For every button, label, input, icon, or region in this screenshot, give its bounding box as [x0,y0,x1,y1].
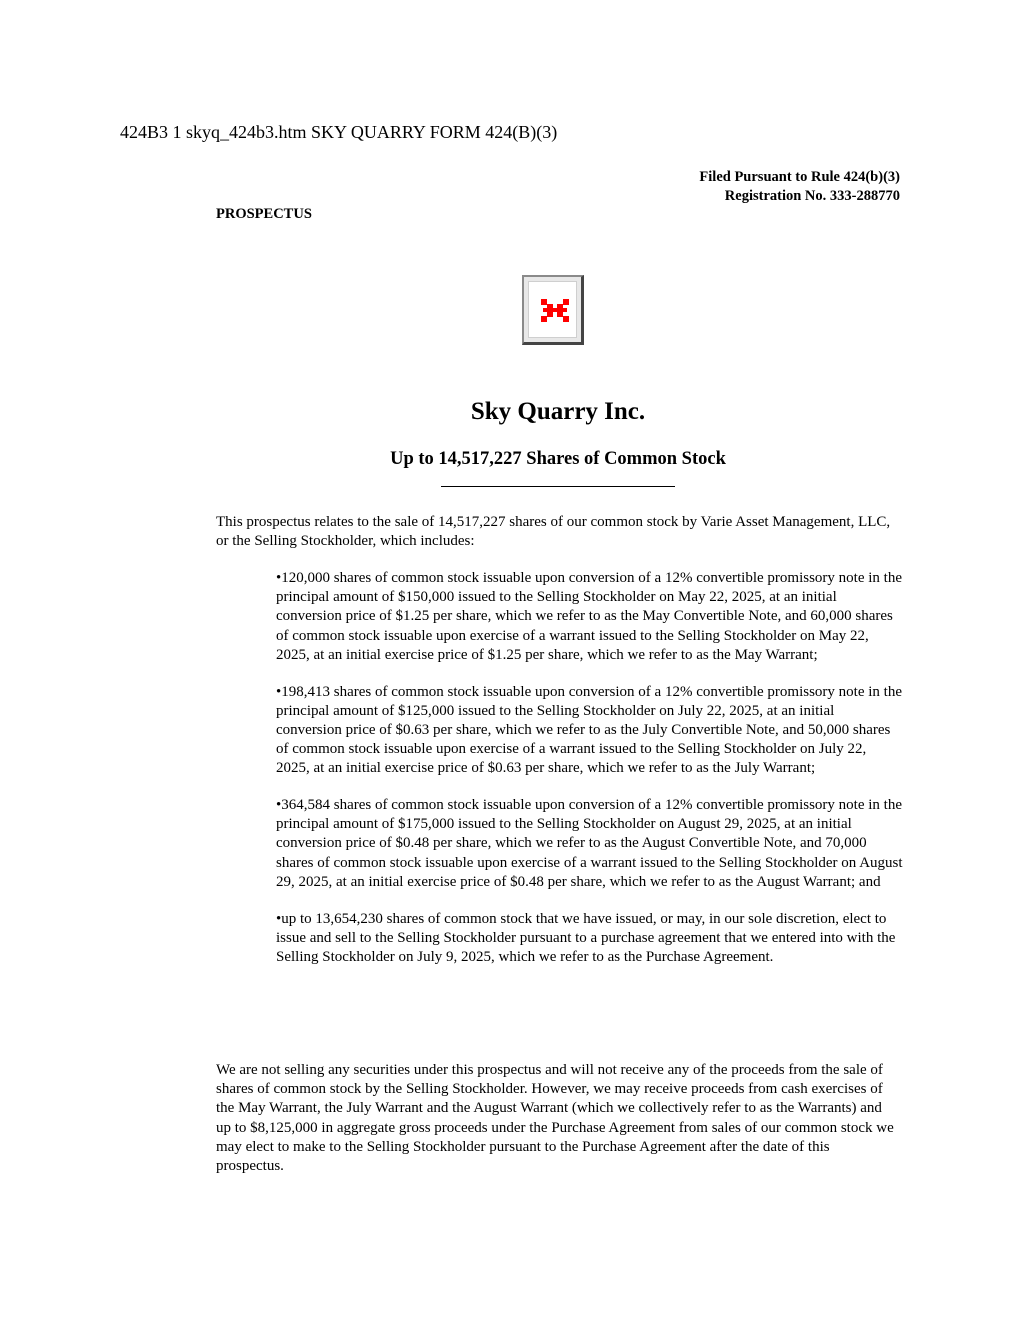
list-item [276,796,903,892]
list-item-text: 198,413 shares of common stock issuable upon conversion of a 12% convertible promissory note in the principal amount of $125,000 issued to the Selling Stockholder on July 22, 2025, at an initial conversion price of $0.63 per share, which we refer to as the July Convertible Note, and 50,000 shares of common stock issuable upon exercise of a warrant issued to the Selling Stockholder on July 22, 2025, at an initial exercise price of $0.63 per share, which we refer to as the July Warrant; [276,683,902,777]
bullet-marker: • [276,570,282,586]
company-logo [522,275,584,345]
filing-info [699,168,900,206]
registration-number: Registration No. 333-288770 [724,188,900,204]
document-header: 424B3 1 skyq_424b3.htm SKY QUARRY FORM 424(B)(3) [120,122,558,142]
list-item [276,569,903,665]
offering-title: Up to 14,517,227 Shares of Common Stock [390,449,726,469]
list-item-text: up to 13,654,230 shares of common stock that we have issued, or may, in our sole discretion, elect to issue and sell to the Selling Stockholder pursuant to a purchase agreement that we entered into with the Selling Stockholder on July 9, 2025, which we refer to as the Purchase Agreement. [276,910,896,965]
broken-image-icon [539,297,571,323]
intro-paragraph: This prospectus relates to the sale of 14,517,227 shares of our common stock by Varie Asset Management, LLC, or the Selling Stockholder, which includes: [216,514,891,550]
closing-paragraph: We are not selling any securities under this prospectus and will not receive any of the proceeds from the sale of shares of common stock by the Selling Stockholder. However, we may receive proceeds from cash exercises of the May Warrant, the July Warrant and the August Warrant (which we collectively refer to as the Warrants) and up to $8,125,000 in aggregate gross proceeds under the Purchase Agreement from sales of our common stock we may elect to make to the Selling Stockholder pursuant to the Purchase Agreement after the date of this prospectus. [216,1062,894,1175]
list-item-text: 120,000 shares of common stock issuable upon conversion of a 12% convertible promissory note in the principal amount of $150,000 issued to the Selling Stockholder on May 22, 2025, at an initial conversion price of $1.25 per share, which we refer to as the May Convertible Note, and 60,000 shares of common stock issuable upon exercise of a warrant issued to the Selling Stockholder on May 22, 2025, at an initial exercise price of $1.25 per share, which we refer to as the May Warrant; [276,570,902,663]
bullet-marker: • [276,797,282,814]
bullet-marker: • [276,910,282,927]
offering-components-list [276,569,903,985]
list-item-text: 364,584 shares of common stock issuable upon conversion of a 12% convertible promissory note in the principal amount of $175,000 issued to the Selling Stockholder on August 29, 2025, at an initial conversion price of $0.48 per share, which we refer to as the August Convertible Note, and 70,000 shares of common stock issuable upon exercise of a warrant issued to the Selling Stockholder on August 29, 2025, at an initial exercise price of $0.48 per share, which we refer to as the August Warrant; and [276,797,903,890]
section-label: PROSPECTUS [216,206,312,222]
list-item [276,910,903,968]
title-divider [441,486,675,487]
list-item [276,683,903,779]
bullet-marker: • [276,683,282,700]
filing-rule: Filed Pursuant to Rule 424(b)(3) [699,169,900,185]
company-name: Sky Quarry Inc. [470,398,646,425]
